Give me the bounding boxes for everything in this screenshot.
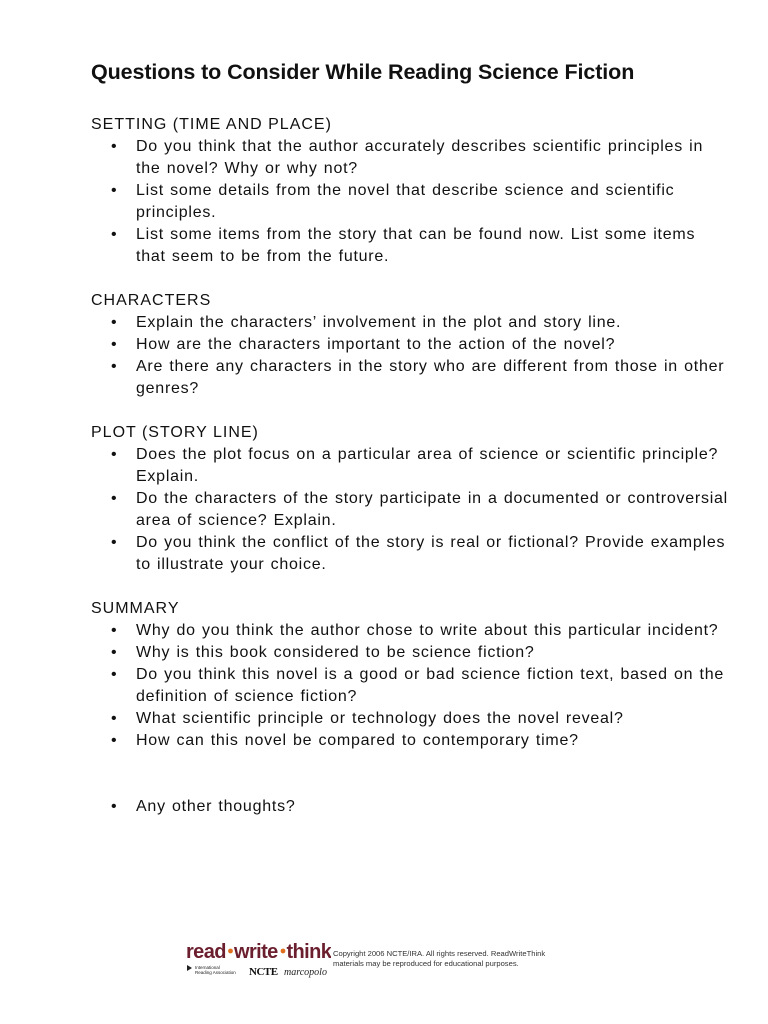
question-text: Why is this book considered to be science fiction? [136,644,535,661]
question-text: Any other thoughts? [136,798,296,815]
question-item [91,224,731,268]
bullet-icon: • [111,138,118,155]
section-setting [91,114,731,268]
question-text: How are the characters important to the action of the novel? [136,336,616,353]
question-item [91,334,731,356]
extra-question-list [91,796,731,818]
svg-text:think: think [286,941,331,963]
copyright-line: Copyright 2006 NCTE/IRA. All rights reserved. ReadWriteThink [333,949,546,958]
question-text: How can this novel be compared to contemporary time? [136,732,579,749]
section-heading: SUMMARY [91,600,180,617]
copyright-notice [333,949,623,969]
question-list [91,444,731,576]
question-text: Explain the characters’ involvement in the plot and story line. [136,314,622,331]
svg-text:marcopolo: marcopolo [284,967,327,978]
bullet-icon: • [111,666,118,683]
section-heading: PLOT (STORY LINE) [91,424,259,441]
question-item [91,730,731,752]
question-item [91,180,731,224]
bullet-icon: • [111,622,118,639]
question-text: Do you think this novel is a good or bad science fiction text, based on the definition of science fiction? [136,666,725,705]
question-item [91,796,731,818]
question-list [91,312,731,400]
bullet-icon: • [111,314,118,331]
question-text: What scientific principle or technology does the novel reveal? [136,710,624,727]
question-item [91,136,731,180]
footer [186,936,626,984]
question-item [91,708,731,730]
svg-text:write: write [234,941,278,963]
question-text: Do you think that the author accurately describes scientific principles in the novel? Why or why not? [136,138,704,177]
bullet-icon: • [111,182,118,199]
question-text: List some details from the novel that describe science and scientific principles. [136,182,675,221]
bullet-icon: • [111,644,118,661]
question-list [91,620,731,752]
bullet-icon: • [111,732,118,749]
section-heading: SETTING (TIME AND PLACE) [91,116,332,133]
question-item [91,664,731,708]
question-list [91,136,731,268]
readwritethink-logo [186,936,331,980]
question-text: Does the plot focus on a particular area of science or scientific principle? Explain. [136,446,719,485]
copyright-line: materials may be reproduced for educational purposes. [333,959,519,968]
svg-text:NCTE: NCTE [249,966,278,978]
section-summary [91,598,731,818]
section-characters [91,290,731,400]
question-text: List some items from the story that can be found now. List some items that seem to be from the future. [136,226,696,265]
question-item [91,356,731,400]
question-text: Do the characters of the story participate in a documented or controversial area of science? Explain. [136,490,728,529]
svg-text:International: International [195,965,220,970]
question-text: Are there any characters in the story who are different from those in other genres? [136,358,725,397]
question-item [91,620,731,642]
document-title: Questions to Consider While Reading Science Fiction [91,60,635,84]
bullet-icon: • [111,798,118,815]
bullet-icon: • [111,534,118,551]
section-plot [91,422,731,576]
question-item [91,532,731,576]
bullet-icon: • [111,358,118,375]
question-item [91,312,731,334]
section-heading: CHARACTERS [91,292,212,309]
svg-text:Reading Association: Reading Association [195,970,236,975]
bullet-icon: • [111,226,118,243]
question-text: Why do you think the author chose to write about this particular incident? [136,622,719,639]
bullet-icon: • [111,490,118,507]
question-item [91,488,731,532]
bullet-icon: • [111,336,118,353]
bullet-icon: • [111,710,118,727]
question-item [91,444,731,488]
question-text: Do you think the conflict of the story is real or fictional? Provide examples to illustrate your choice. [136,534,726,573]
svg-text:read: read [186,941,226,963]
document-body [91,114,731,840]
bullet-icon: • [111,446,118,463]
question-item [91,642,731,664]
